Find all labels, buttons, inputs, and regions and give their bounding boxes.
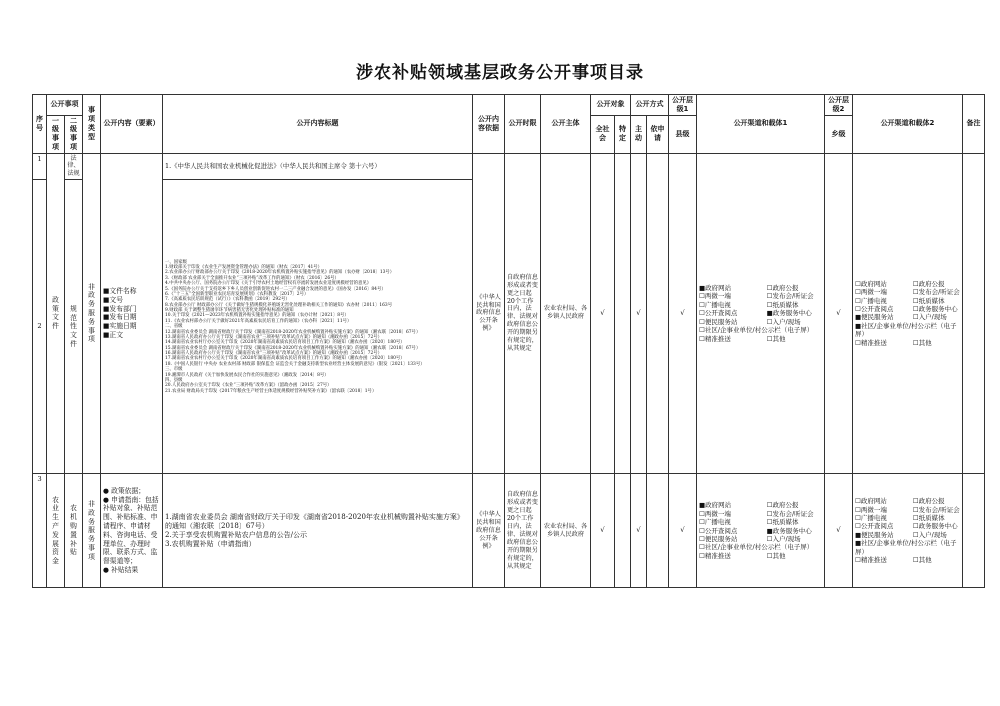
row-specific bbox=[615, 153, 631, 474]
header-specific: 特定 bbox=[615, 115, 631, 153]
page-title: 涉农补贴领域基层政务公开事项目录 bbox=[356, 63, 644, 83]
channel-option: ☐政府公报 bbox=[912, 279, 945, 288]
row-basis: 一、国家级 1.财政部关于印发《农业生产发展资金管理办法》的通知（财农〔2017〕41号） 2.农业部办公厅财政部办公厅关于印发《2018-2020年农机购置补贴实施指导意见》的通知（农办财〔2018〕13号） 3.《财政部 农业部关于全面推开农业“三项补贴”改革工作的通知》（财农〔2016〕26号） 4.中共中央办公厅、国务院办公厅印发《关于引导农村土地经营权有序流转发展农业适度规模经营的意见》 5.《国务院办公厅关于支持返乡下乡人员创业创新促进农村一二三产业融合发展的意见》（国办发〔2016〕84号） 6.《“十三五”全国新型职业农民培育发展规划》（农科教发〔2017〕2号） 7.《高素质农民培训规范（试行）》（农科教函〔2019〕292号） 8.农业部办公厅 财政部办公厅《关于做好生猪规模化养殖场无害化处理补助相关工作的通知》农办财〔2011〕163号 9.财政部 关于调整生猪屠宰环节病害猪无害化处理补贴标准的通知 10.关于印发《2021—2023年农机购置补贴实施指导意见》的通知（农办计财〔2021〕8号） 11.《农业农村部办公厅关于做好2021年高素质农民培育工作的通知》（农办科〔2021〕11号） 二、省级 12.湖南省农业委员会 湖南省财政厅关于印发《湖南省2018-2020年农业机械购置补贴实施方案》的通知（湘农联〔2018〕67号） 13.湖南省人民政府办公厅关于印发《湖南省农业“三项补贴”改革试点方案》的通知（湘政办函〔2015〕72号） 14.湖南省农业农村厅办公室关于印发《2020年湖南省高素质农民培育项目工作方案》的通知（湘农办函〔2020〕180号） 15.湖南省农业委员会 湖南省财政厅关于印发《湖南省2018-2020年农业机械购置补贴实施方案》的通知（湘农联〔2018〕67号） 16.湖南省人民政府办公厅关于印发《湖南省农业“三项补贴”改革试点方案》的通知（湘政办函〔2015〕72号） 17.湖南省农业农村厅办公室关于印发《2020年湖南省高素质农民培育项目工作方案》的通知（湘农办函〔2020〕180号） 18.《中国人民银行 中央办 农业农村部 财政部 银保监会 证监会关于金融支持新型农业经营主体发展的意见》（银发〔2021〕133号） 三、市级 19.湘潭市人民政府《关于加快发展农民合作社的实施意见》（湘政发〔2014〕8号） 四、县级 20.人民政府办公室关于印发《农业“三项补贴”改革方案》（韶政办函〔2015〕27号） 21.农业局 财政局关于印发《2017年粮食生产经营主体适度规模经营补贴奖补方案》（韶农联〔2018〕1号） bbox=[163, 180, 473, 474]
row-channel1 bbox=[697, 474, 825, 588]
row-town: √ bbox=[825, 153, 853, 474]
channel-option: ☐广播电视 bbox=[699, 518, 731, 527]
header-active: 主动 bbox=[631, 115, 647, 153]
header-subject-basis: 公开内容依据 bbox=[473, 95, 505, 154]
header-channel2: 公开渠道和载体2 bbox=[853, 95, 963, 154]
row-all: √ bbox=[591, 153, 615, 474]
channel-option: ☐公开查阅点 bbox=[855, 304, 894, 313]
row-remark bbox=[963, 153, 985, 474]
channel-option: ☐精准推送 bbox=[855, 338, 887, 347]
header-item: 公开事项 bbox=[47, 95, 83, 116]
channel-option: ☐两微一端 bbox=[855, 288, 887, 297]
row-subject: 农业农村局、各乡镇人民政府 bbox=[541, 474, 591, 588]
channel-option: ☐入户/现场 bbox=[766, 317, 801, 326]
row-subject-basis: 《中华人民共和国政府信息公开条例》 bbox=[473, 153, 505, 474]
header-time: 公开时限 bbox=[505, 95, 541, 154]
channel-option: ☐政务服务中心 bbox=[912, 304, 958, 313]
channel-option: ☐政务服务中心 bbox=[912, 522, 958, 531]
channel-option: ☐政府公报 bbox=[766, 283, 799, 292]
channel-option: ☐广播电视 bbox=[855, 513, 887, 522]
row-active: √ bbox=[631, 153, 647, 474]
header-county: 县级 bbox=[669, 115, 697, 153]
channel-option: ☐两微一端 bbox=[699, 509, 731, 518]
channel-option: ☐广播电视 bbox=[699, 300, 731, 309]
table-row bbox=[33, 474, 985, 588]
row-seq: 3 bbox=[33, 474, 47, 588]
channel-option: ☐社区/企事业单位/村公示栏（电子屏） bbox=[699, 326, 814, 335]
header-channel1: 公开渠道和载体1 bbox=[697, 95, 825, 154]
row-county: √ bbox=[669, 153, 697, 474]
row-level2: 农机购置补贴 bbox=[65, 474, 83, 588]
channel-option: ☐入户/现场 bbox=[912, 313, 947, 322]
channel-option: ☐发布会/听证会 bbox=[766, 292, 814, 301]
row-apply bbox=[647, 153, 669, 474]
row-seq: 2 bbox=[33, 180, 47, 474]
header-method: 公开方式 bbox=[631, 95, 669, 116]
header-level1: 一级事项 bbox=[47, 115, 65, 153]
header-content: 公开内容（要素） bbox=[101, 95, 163, 154]
row-channel2 bbox=[853, 474, 963, 588]
channel-option: ☐其他 bbox=[766, 551, 786, 560]
row-time: 自政府信息形成或者变更之日起20个工作日内，法律、法规对政府信息公开的期限另有规定的，从其规定 bbox=[505, 153, 541, 474]
header-subject: 公开主体 bbox=[541, 95, 591, 154]
row-content: ■文件名称 ■文号 ■发布部门 ■发布日期 ■实施日期 ■正文 bbox=[101, 153, 163, 474]
channel-option: ■政务服务中心 bbox=[766, 309, 812, 318]
row-town: √ bbox=[825, 474, 853, 588]
channel-option: ☐纸质媒体 bbox=[912, 513, 945, 522]
row-subject: 农业农村局、各乡镇人民政府 bbox=[541, 153, 591, 474]
row-county: √ bbox=[669, 474, 697, 588]
header-type: 事项类型 bbox=[83, 95, 101, 154]
row-type: 非政务服务事项 bbox=[83, 153, 101, 474]
header-all: 全社会 bbox=[591, 115, 615, 153]
channel-option: ☐政府网站 bbox=[855, 279, 887, 288]
header-town: 乡级 bbox=[825, 115, 853, 153]
channel-option: ■政府网站 bbox=[699, 283, 732, 292]
channel-option: ☐公开查阅点 bbox=[699, 526, 738, 535]
row-content: ● 政策依据； ● 申请指南：包括补贴对象、补贴范围、补贴标准、申请程序、申请材料、咨询电话、受理单位、办理时限、联系方式、监督渠道等； ● 补贴结果 bbox=[101, 474, 163, 588]
row-all: √ bbox=[591, 474, 615, 588]
row-channel2 bbox=[853, 153, 963, 474]
row-type: 非政务服务事项 bbox=[83, 474, 101, 588]
header-target: 公开对象 bbox=[591, 95, 631, 116]
channel-option: ☐公开查阅点 bbox=[699, 309, 738, 318]
channel-option: ☐政府网站 bbox=[855, 497, 887, 506]
channel-option: ☐便民服务站 bbox=[699, 317, 738, 326]
channel-option: ☐纸质媒体 bbox=[766, 518, 799, 527]
row-level1: 农业生产发展资金 bbox=[47, 474, 65, 588]
row-subject-basis: 《中华人民共和国政府信息公开条例》 bbox=[473, 474, 505, 588]
row-basis: 1.《中华人民共和国农业机械化促进法》（中华人民共和国主席令 第十六号） bbox=[163, 153, 473, 180]
row-remark bbox=[963, 474, 985, 588]
header-remark: 备注 bbox=[963, 95, 985, 154]
row-channel1 bbox=[697, 153, 825, 474]
row-level2: 法律、法规 bbox=[65, 153, 83, 180]
channel-option: ☐纸质媒体 bbox=[912, 296, 945, 305]
channel-option: ☐其他 bbox=[912, 338, 932, 347]
header-seq: 序号 bbox=[33, 95, 47, 154]
channel-option: ☐发布会/听证会 bbox=[912, 288, 960, 297]
row-level1: 政策文件 bbox=[47, 153, 65, 474]
header-tier2: 公开层级2 bbox=[825, 95, 853, 116]
channel-option: ☐社区/企事业单位/村公示栏（电子屏） bbox=[699, 543, 814, 552]
row-time: 自政府信息形成或者变更之日起20个工作日内，法律、法规对政府信息公开的期限另有规定的，从其规定 bbox=[505, 474, 541, 588]
channel-option: ☐精准推送 bbox=[699, 334, 731, 343]
row-basis: 1.湖南省农业委员会 湖南省财政厅关于印发《湖南省2018-2020年农业机械购置补贴实施方案》的通知（湘农联〔2018〕67号） 2.关于享受农机购置补贴农户信息的公告/公示 3.农机购置补贴（申请指南） bbox=[163, 474, 473, 588]
channel-option: ■政务服务中心 bbox=[766, 526, 812, 535]
header-apply: 依申请 bbox=[647, 115, 669, 153]
channel-option: ■便民服务站 bbox=[855, 313, 894, 322]
channel-option: ☐纸质媒体 bbox=[766, 300, 799, 309]
row-seq: 1 bbox=[33, 153, 47, 180]
channel-option: ☐入户/现场 bbox=[912, 530, 947, 539]
channel-option: ☐两微一端 bbox=[855, 505, 887, 514]
header-row-1 bbox=[33, 95, 985, 116]
header-level2: 二级事项 bbox=[65, 115, 83, 153]
header-basis: 公开内容标题 bbox=[163, 95, 473, 154]
row-level2: 规范性文件 bbox=[65, 180, 83, 474]
channel-option: ☐发布会/听证会 bbox=[912, 505, 960, 514]
channel-option: ☐精准推送 bbox=[855, 556, 887, 565]
channel-option: ☐入户/现场 bbox=[766, 535, 801, 544]
channel-option: ☐便民服务站 bbox=[699, 535, 738, 544]
channel-option: ☐其他 bbox=[912, 556, 932, 565]
channel-option: ☐两微一端 bbox=[699, 292, 731, 301]
channel-option: ■社区/企事业单位/村公示栏（电子屏） bbox=[855, 321, 957, 339]
channel-option: ☐广播电视 bbox=[855, 296, 887, 305]
channel-option: ■政府网站 bbox=[699, 501, 732, 510]
channel-option: ■便民服务站 bbox=[855, 530, 894, 539]
channel-option: ☐其他 bbox=[766, 334, 786, 343]
channel-option: ☐发布会/听证会 bbox=[766, 509, 814, 518]
channel-option: ☐公开查阅点 bbox=[855, 522, 894, 531]
directory-table bbox=[32, 94, 985, 588]
table-row bbox=[33, 153, 985, 180]
header-tier1: 公开层级1 bbox=[669, 95, 697, 116]
channel-option: ☐政府公报 bbox=[766, 501, 799, 510]
channel-option: ☐精准推送 bbox=[699, 551, 731, 560]
row-specific bbox=[615, 474, 631, 588]
channel-option: ■社区/企事业单位/村公示栏（电子屏） bbox=[855, 539, 957, 556]
row-apply bbox=[647, 474, 669, 588]
channel-option: ☐政府公报 bbox=[912, 497, 945, 506]
row-active: √ bbox=[631, 474, 647, 588]
